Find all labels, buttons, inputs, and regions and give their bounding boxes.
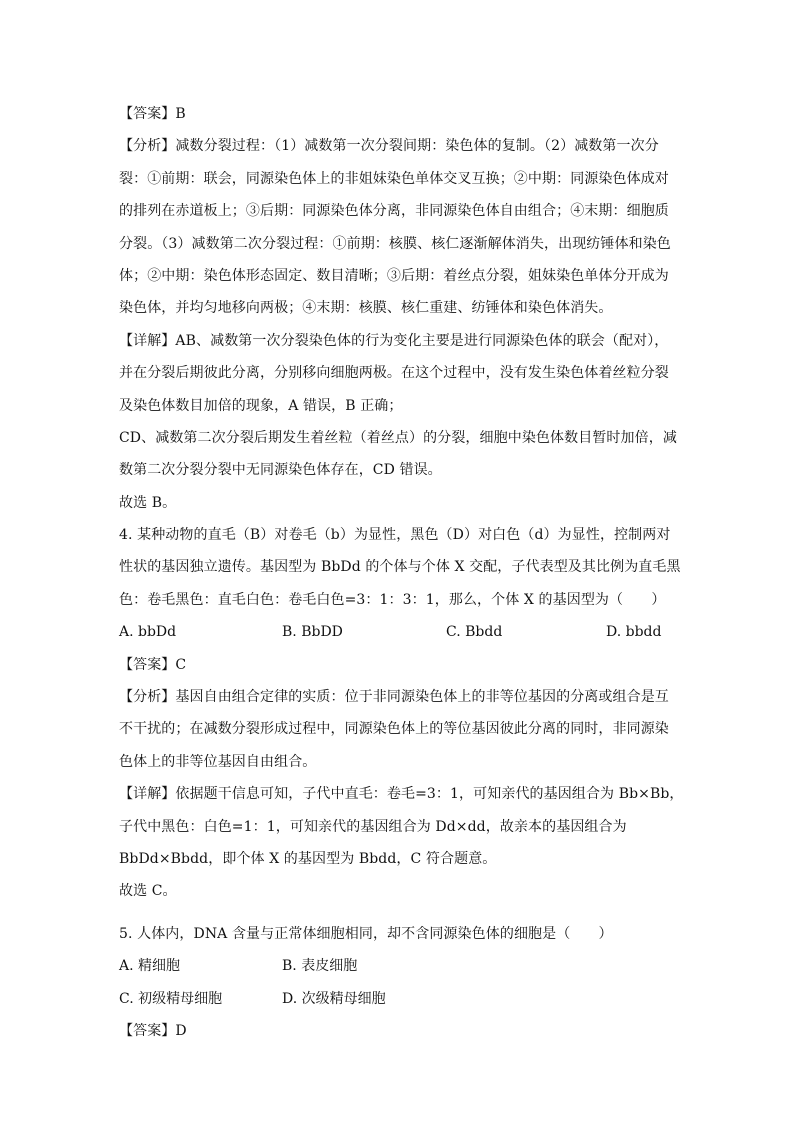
stem-line: 4. 某种动物的直毛（B）对卷毛（b）为显性，黑色（D）对白色（d）为显性，控制两对: [119, 527, 671, 544]
analysis-line: 染色体，并均匀地移向两极；④末期：核膜、核仁重建、纺锤体和染色体消失。: [119, 300, 613, 317]
analysis-line: 的排列在赤道板上；③后期：同源染色体分离，非同源染色体自由组合；④末期：细胞质: [119, 203, 669, 220]
detail-line: 故选 C。: [119, 883, 177, 900]
q5-answer: 【答案】D: [119, 1022, 187, 1039]
q4-answer: 【答案】C: [119, 656, 187, 673]
detail-line: 子代中黑色：白色=1：1，可知亲代的基因组合为 Dd×dd，故亲本的基因组合为: [119, 818, 627, 835]
detail-line: 【详解】AB、减数第一次分裂染色体的行为变化主要是进行同源染色体的联会（配对），: [119, 332, 669, 349]
q5-options-row2: [119, 983, 675, 1015]
page-content: [119, 98, 684, 1047]
detail-line: 故选 B。: [119, 494, 177, 511]
analysis-line: 分裂。（3）减数第二次分裂过程：①前期：核膜、核仁逐渐解体消失，出现纺锤体和染色: [119, 235, 671, 252]
q4-options: [119, 616, 675, 648]
q3-answer: 【答案】B: [119, 106, 186, 122]
option-d: D. 次级精母细胞: [282, 990, 386, 1007]
detail-line: 【详解】依据题干信息可知，子代中直毛：卷毛=3：1，可知亲代的基因组合为 Bb×Bb，: [119, 786, 684, 803]
stem-line: 性状的基因独立遗传。基因型为 BbDd 的个体与个体 X 交配，子代表型及其比例为直毛黑: [119, 559, 681, 576]
q4-analysis: [119, 681, 675, 778]
detail-line: 及染色体数目加倍的现象，A 错误，B 正确；: [119, 397, 403, 414]
q3-detail: [119, 325, 675, 519]
analysis-line: 体；②中期：染色体形态固定、数目清晰；③后期：着丝点分裂，姐妹染色单体分开成为: [119, 267, 669, 284]
q4-stem: [119, 519, 681, 616]
option-c: C. Bbdd: [446, 624, 503, 641]
analysis-line: 色体上的非等位基因自由组合。: [119, 753, 317, 770]
option-a: A. bbDd: [119, 624, 177, 641]
detail-line: 数第二次分裂分裂中无同源染色体存在，CD 错误。: [119, 462, 442, 479]
analysis-line: 【分析】基因自由组合定律的实质：位于非同源染色体上的非等位基因的分离或组合是互: [119, 689, 669, 706]
option-c: C. 初级精母细胞: [119, 990, 223, 1007]
detail-line: 并在分裂后期彼此分离，分别移向细胞两极。在这个过程中，没有发生染色体着丝粒分裂: [119, 365, 669, 382]
detail-line: CD、减数第二次分裂后期发生着丝粒（着丝点）的分裂，细胞中染色体数目暂时加倍，减: [119, 429, 677, 446]
analysis-line: 不干扰的；在减数分裂形成过程中，同源染色体上的等位基因彼此分离的同时，非同源染: [119, 721, 669, 738]
analysis-line: 裂：①前期：联会，同源染色体上的非姐妹染色单体交叉互换；②中期：同源染色体成对: [119, 170, 669, 187]
option-b: B. BbDD: [282, 624, 343, 641]
q4-detail: [119, 778, 684, 908]
option-d: D. bbdd: [606, 624, 662, 641]
detail-line: BbDd×Bbdd，即个体 X 的基因型为 Bbdd，C 符合题意。: [119, 850, 497, 867]
stem-line: 色：卷毛黑色：直毛白色：卷毛白色=3：1：3：1，那么，个体 X 的基因型为（ ）: [119, 591, 666, 608]
q5-options-row1: [119, 950, 675, 982]
q3-analysis: [119, 130, 675, 324]
spacer: [119, 908, 675, 918]
analysis-line: 【分析】减数分裂过程：（1）减数第一次分裂间期：染色体的复制。（2）减数第一次分: [119, 138, 659, 155]
option-b: B. 表皮细胞: [282, 958, 358, 975]
option-a: A. 精细胞: [119, 958, 181, 975]
q5-stem: 5. 人体内，DNA 含量与正常体细胞相同，却不含同源染色体的细胞是（ ）: [119, 925, 613, 942]
